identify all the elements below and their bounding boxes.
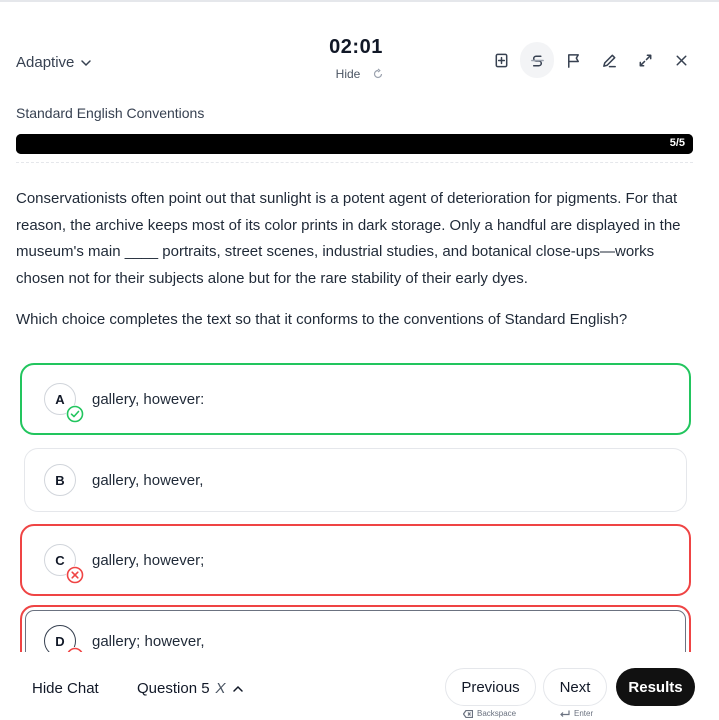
choice-b[interactable] xyxy=(24,448,687,512)
question-mark: X xyxy=(215,680,226,697)
choice-letter: A xyxy=(44,383,76,415)
passage-text: Conservationists often point out that sunlight is a potent agent of deterioration for pigments. For that reason, the archive keeps most of its color prints in dark storage. Only a handful are displayed in the museum's main ____ portraits, street scenes, industrial studies, and botanical close-ups—works chosen not for their subjects alone but for the rare stability of their early dyes. xyxy=(16,190,681,287)
question-stem: Which choice completes the text so that it conforms to the conventions of Standard English? xyxy=(16,311,628,328)
footer-bar xyxy=(0,652,719,720)
chevron-up-icon xyxy=(232,683,244,695)
question-navigator[interactable] xyxy=(137,680,244,697)
choice-text: gallery, however, xyxy=(92,471,204,489)
timer-display: 02:01 xyxy=(329,36,383,58)
choice-letter: B xyxy=(44,464,76,496)
enter-icon xyxy=(560,710,570,718)
choice-a[interactable] xyxy=(20,363,691,435)
hide-timer-button[interactable]: Hide xyxy=(335,67,361,81)
section-title: Standard English Conventions xyxy=(16,105,205,121)
check-circle-icon xyxy=(66,405,84,423)
hide-chat-button[interactable]: Hide Chat xyxy=(32,680,99,697)
enter-hint: Enter xyxy=(560,709,593,718)
choice-letter: C xyxy=(44,544,76,576)
previous-button[interactable]: Previous xyxy=(445,668,536,706)
mode-label: Adaptive xyxy=(16,54,75,71)
backspace-hint: Backspace xyxy=(463,709,516,718)
next-button[interactable]: Next xyxy=(543,668,607,706)
choice-text: gallery, however: xyxy=(92,390,205,408)
results-button[interactable]: Results xyxy=(616,668,695,706)
backspace-icon xyxy=(463,710,473,718)
choice-text: gallery; however, xyxy=(92,632,205,650)
progress-text: 5/5 xyxy=(669,137,685,149)
x-circle-icon xyxy=(66,566,84,584)
question-label: Question 5 xyxy=(137,680,210,697)
choice-text: gallery, however; xyxy=(92,551,205,569)
choice-c[interactable] xyxy=(20,524,691,596)
choice-d[interactable] xyxy=(20,605,691,652)
choice-letter: D xyxy=(44,625,76,652)
